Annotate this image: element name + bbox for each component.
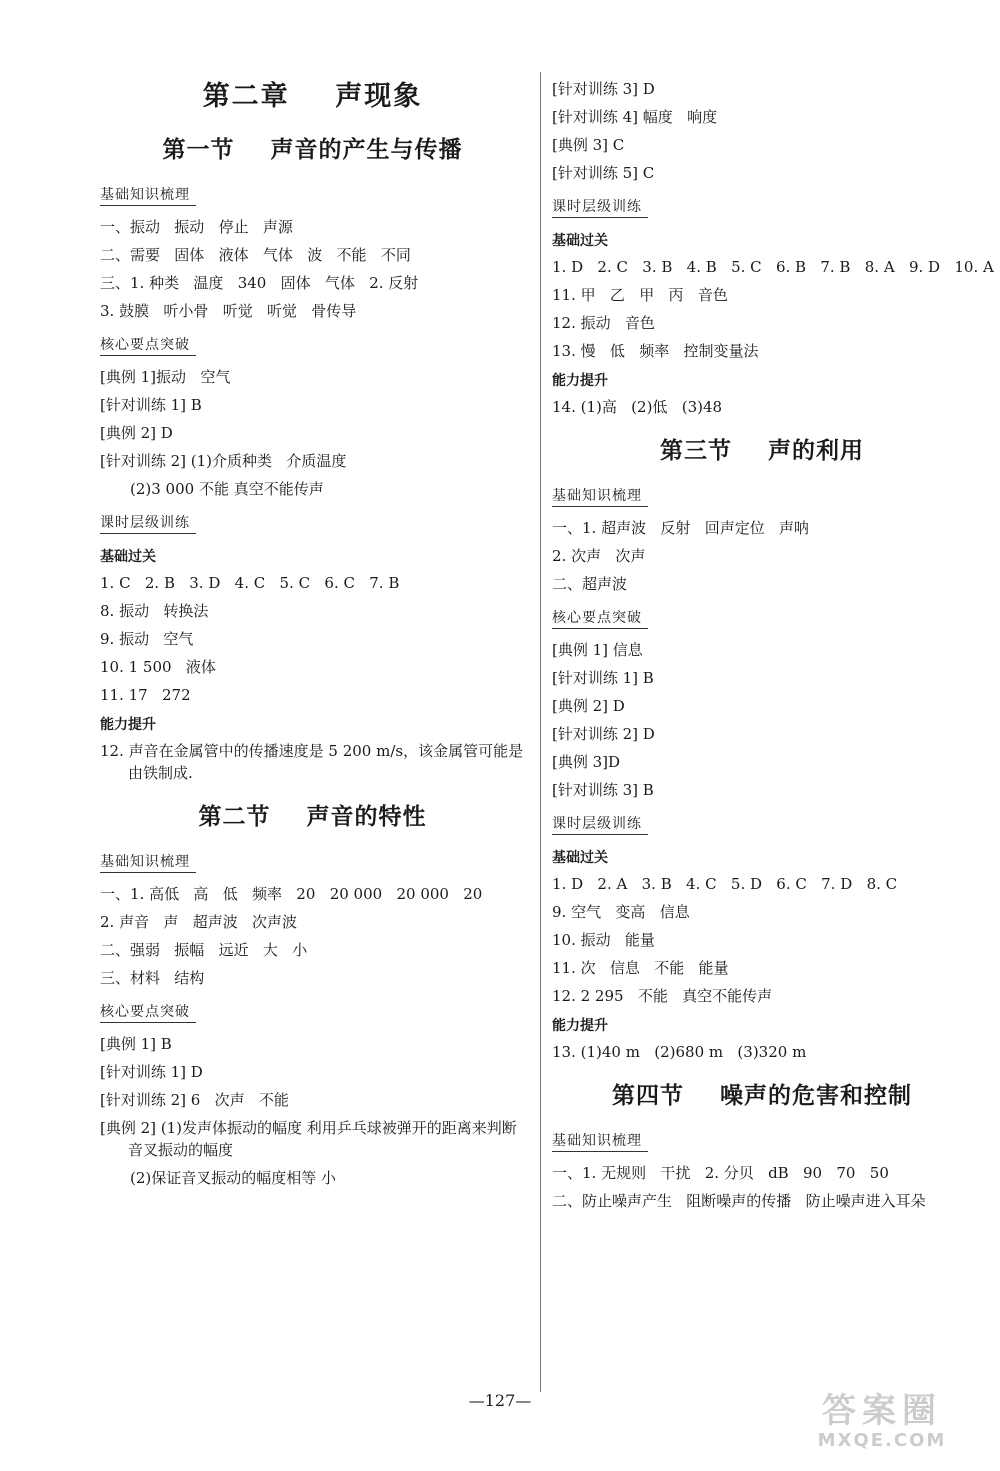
answer-line: [针对训练 1] B <box>552 669 654 687</box>
section-title-3: 第三节 声的利用 <box>659 437 865 464</box>
answer-line: 1. D 2. C 3. B 4. B 5. C 6. B 7. B 8. A 9. D 10. A <box>552 258 994 276</box>
answer-line: 三、材料 结构 <box>100 969 205 987</box>
minor-heading-basic: 基础过关 <box>552 850 608 866</box>
answer-line: 12. 振动 音色 <box>552 314 655 332</box>
section-title-1: 第一节 声音的产生与传播 <box>162 136 463 163</box>
watermark-main: 答案圈 <box>822 1391 942 1431</box>
answer-line: 9. 空气 变高 信息 <box>552 903 690 921</box>
watermark-sub: MXQE.COM <box>817 1430 947 1451</box>
sub-heading-basic-knowledge: 基础知识梳理 <box>552 485 648 507</box>
answer-line: 一、1. 无规则 干扰 2. 分贝 dB 90 70 50 <box>552 1164 889 1182</box>
answer-line: 14. (1)高 (2)低 (3)48 <box>552 398 723 416</box>
answer-line: [针对训练 5] C <box>552 164 655 182</box>
answer-line: [针对训练 1] B <box>100 396 202 414</box>
answer-line: 11. 17 272 <box>100 686 191 704</box>
column-divider <box>540 72 541 1392</box>
answer-line: 二、强弱 振幅 远近 大 小 <box>100 941 308 959</box>
answer-line: 13. 慢 低 频率 控制变量法 <box>552 342 759 360</box>
answer-line: [典例 2] D <box>552 697 625 715</box>
answer-line: 13. (1)40 m (2)680 m (3)320 m <box>552 1043 807 1061</box>
minor-heading-basic: 基础过关 <box>100 549 156 565</box>
answer-line: 二、需要 固体 液体 气体 波 不能 不同 <box>100 246 411 264</box>
answer-line: [针对训练 2] 6 次声 不能 <box>100 1091 289 1109</box>
answer-line: 2. 次声 次声 <box>552 547 646 565</box>
answer-line: [典例 2] D <box>100 424 173 442</box>
answer-line: 三、1. 种类 温度 340 固体 气体 2. 反射 <box>100 274 419 292</box>
sub-heading-lesson-training: 课时层级训练 <box>552 813 648 835</box>
answer-line: (2)保证音叉振动的幅度相等 小 <box>130 1169 337 1187</box>
sub-heading-basic-knowledge: 基础知识梳理 <box>100 851 196 873</box>
answer-line: 11. 甲 乙 甲 丙 音色 <box>552 286 728 304</box>
answer-line: 12. 声音在金属管中的传播速度是 5 200 m/s，该金属管可能是由铁制成. <box>100 742 524 782</box>
minor-heading-ability: 能力提升 <box>100 717 156 733</box>
left-column <box>100 70 525 1195</box>
answer-line: 一、振动 振动 停止 声源 <box>100 218 293 236</box>
watermark-logo <box>792 1391 972 1453</box>
answer-line: [典例 1] B <box>100 1035 172 1053</box>
answer-line: 1. D 2. A 3. B 4. C 5. D 6. C 7. D 8. C <box>552 875 898 893</box>
page-number: —127— <box>468 1391 532 1410</box>
answer-line: 二、超声波 <box>552 575 628 593</box>
section-title-4: 第四节 噪声的危害和控制 <box>611 1082 913 1109</box>
right-column <box>552 72 994 1218</box>
answer-line: 一、1. 超声波 反射 回声定位 声呐 <box>552 519 809 537</box>
answer-line: (2)3 000 不能 真空不能传声 <box>130 480 324 498</box>
answer-line: [针对训练 4] 幅度 响度 <box>552 108 718 126</box>
answer-line: [典例 3] C <box>552 136 625 154</box>
sub-heading-basic-knowledge: 基础知识梳理 <box>552 1130 648 1152</box>
answer-line: [针对训练 1] D <box>100 1063 203 1081</box>
answer-line: [典例 3]D <box>552 753 621 771</box>
answer-line: 1. C 2. B 3. D 4. C 5. C 6. C 7. B <box>100 574 400 592</box>
answer-line: [针对训练 2] (1)介质种类 介质温度 <box>100 452 347 470</box>
answer-line: [典例 2] (1)发声体振动的幅度 利用乒乓球被弹开的距离来判断音叉振动的幅度 <box>100 1119 517 1159</box>
minor-heading-ability: 能力提升 <box>552 1018 608 1034</box>
answer-line: [针对训练 2] D <box>552 725 655 743</box>
answer-line: [典例 1]振动 空气 <box>100 368 231 386</box>
sub-heading-lesson-training: 课时层级训练 <box>552 196 648 218</box>
answer-line: [针对训练 3] D <box>552 80 655 98</box>
answer-line: 二、防止噪声产生 阻断噪声的传播 防止噪声进入耳朵 <box>552 1192 926 1210</box>
sub-heading-core-points: 核心要点突破 <box>100 334 196 356</box>
minor-heading-basic: 基础过关 <box>552 233 608 249</box>
answer-line: [典例 1] 信息 <box>552 641 643 659</box>
answer-line: 12. 2 295 不能 真空不能传声 <box>552 987 773 1005</box>
answer-line: 2. 声音 声 超声波 次声波 <box>100 913 297 931</box>
answer-line: 8. 振动 转换法 <box>100 602 209 620</box>
minor-heading-ability: 能力提升 <box>552 373 608 389</box>
sub-heading-basic-knowledge: 基础知识梳理 <box>100 184 196 206</box>
sub-heading-core-points: 核心要点突破 <box>552 607 648 629</box>
chapter-title: 第二章 声现象 <box>202 81 423 112</box>
answer-line: 9. 振动 空气 <box>100 630 194 648</box>
sub-heading-lesson-training: 课时层级训练 <box>100 512 196 534</box>
answer-line: 11. 次 信息 不能 能量 <box>552 959 729 977</box>
sub-heading-core-points: 核心要点突破 <box>100 1001 196 1023</box>
answer-line: 3. 鼓膜 听小骨 听觉 听觉 骨传导 <box>100 302 357 320</box>
answer-line: 10. 1 500 液体 <box>100 658 216 676</box>
answer-line: 10. 振动 能量 <box>552 931 655 949</box>
answer-line: 一、1. 高低 高 低 频率 20 20 000 20 000 20 <box>100 885 483 903</box>
answer-line: [针对训练 3] B <box>552 781 654 799</box>
section-title-2: 第二节 声音的特性 <box>198 803 427 830</box>
